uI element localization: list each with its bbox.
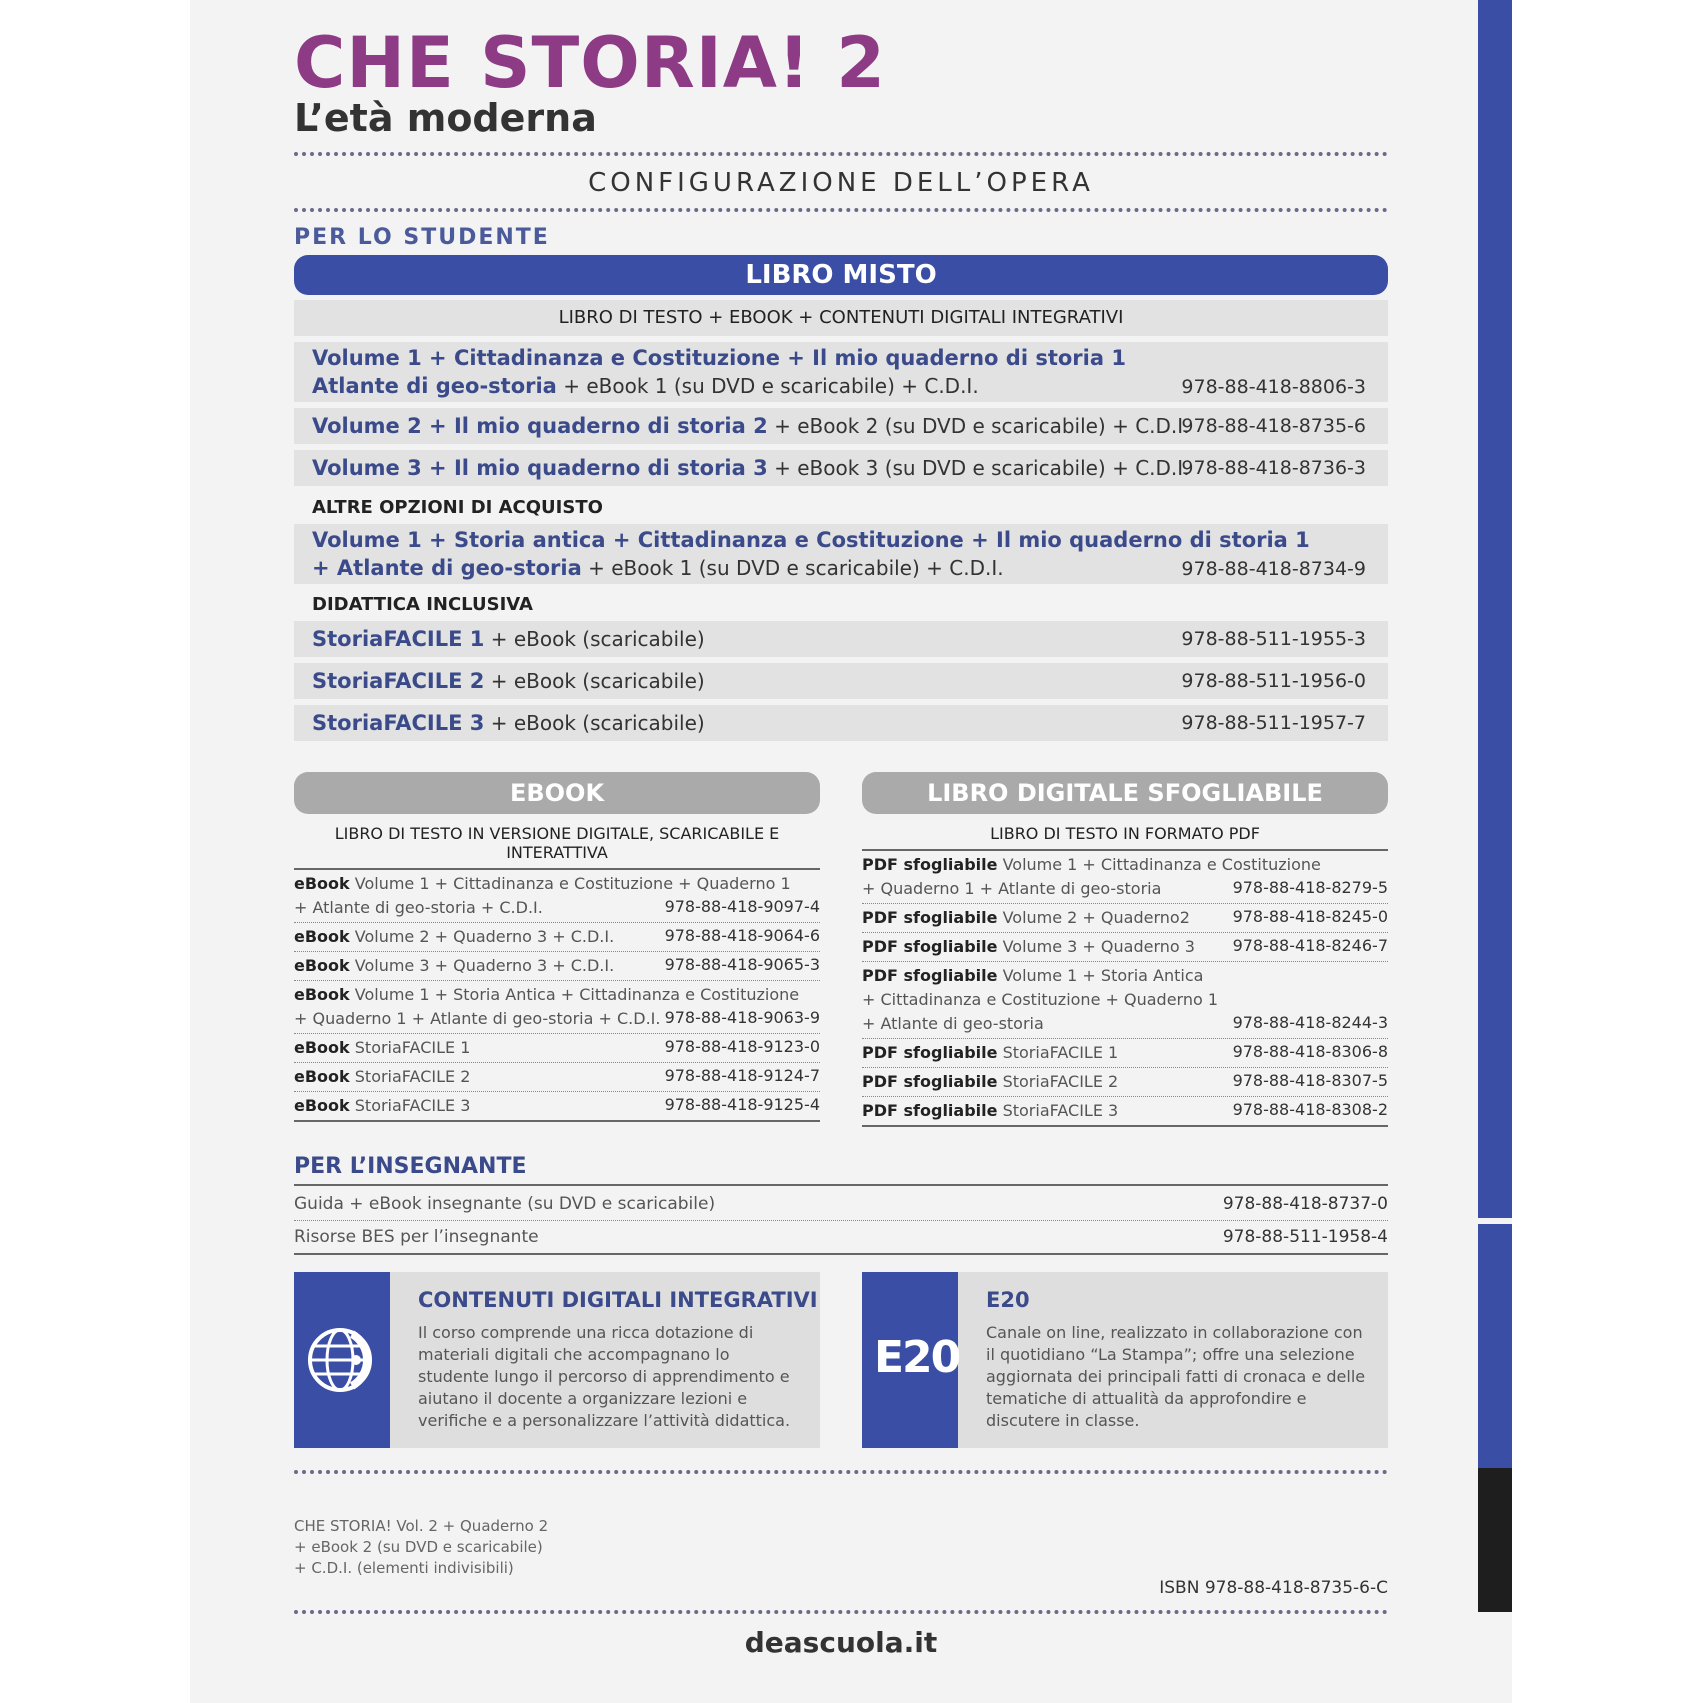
list-item <box>294 705 1388 741</box>
row-text: Volume 1 + Cittadinanza e Costituzione <box>997 855 1321 874</box>
row-text: + Atlante di geo-storia + C.D.I. <box>294 898 543 917</box>
row-label: eBook <box>294 927 350 946</box>
row-text: Volume 2 + Quaderno 3 + C.D.I. <box>349 927 615 946</box>
e20-title: E20 <box>986 1288 1030 1312</box>
list-item <box>294 342 1388 402</box>
row-text: StoriaFACILE 3 <box>997 1101 1119 1120</box>
item-detail: + eBook 2 (su DVD e scaricabile) + C.D.I. <box>767 414 1190 438</box>
side-stripe <box>1478 0 1512 1218</box>
rule <box>294 1253 1388 1255</box>
publisher-site: deascuola.it <box>744 1626 938 1659</box>
libro-misto-subtitle: LIBRO DI TESTO + EBOOK + CONTENUTI DIGITALI INTEGRATIVI <box>294 300 1388 336</box>
item-title: Atlante di geo-storia <box>312 374 557 398</box>
pdf-band: LIBRO DIGITALE SFOGLIABILE <box>862 772 1388 814</box>
table-row <box>294 1191 1388 1217</box>
row-text: StoriaFACILE 1 <box>349 1038 471 1057</box>
item-title: Volume 3 + Il mio quaderno di storia 3 <box>312 456 768 480</box>
isbn-code: 978-88-418-8306-8 <box>1232 1042 1388 1061</box>
row-label: PDF sfogliabile <box>862 1072 998 1091</box>
cdi-body: Il corso comprende una ricca dotazione di materiali digitali che accompagnano lo studente lungo il percorso di apprendimento e aiutano il docente a organizzare lezioni e verifiche e a personalizzare l’attività didattica. <box>418 1323 791 1430</box>
row-label: eBook <box>294 1096 350 1115</box>
table-row <box>294 981 820 1034</box>
row-text: Volume 3 + Quaderno 3 <box>997 937 1195 956</box>
row-text: Volume 2 + Quaderno2 <box>997 908 1190 927</box>
pdf-subtitle: LIBRO DI TESTO IN FORMATO PDF <box>862 824 1388 851</box>
cdi-box <box>294 1272 820 1448</box>
dotted-rule <box>294 1220 1388 1221</box>
book-title: CHE STORIA! 2 <box>294 22 886 104</box>
row-text: StoriaFACILE 2 <box>997 1072 1119 1091</box>
footer-line: CHE STORIA! Vol. 2 + Quaderno 2 <box>294 1517 549 1535</box>
row-label: PDF sfogliabile <box>862 1101 998 1120</box>
isbn-code: 978-88-418-9064-6 <box>664 926 820 945</box>
isbn-code: 978-88-418-9123-0 <box>664 1037 820 1056</box>
isbn-code: 978-88-418-8736-3 <box>1181 457 1366 479</box>
isbn-code: 978-88-418-8246-7 <box>1232 936 1388 955</box>
isbn-code: 978-88-418-8806-3 <box>1181 376 1366 398</box>
isbn-code: 978-88-418-8279-5 <box>1232 878 1388 897</box>
row-label: PDF sfogliabile <box>862 1043 998 1062</box>
row-label: PDF sfogliabile <box>862 908 998 927</box>
item-detail: + eBook 1 (su DVD e scaricabile) + C.D.I. <box>556 374 979 398</box>
dotted-divider <box>294 152 1388 156</box>
libro-misto-band: LIBRO MISTO <box>294 255 1388 295</box>
row-label: PDF sfogliabile <box>862 855 998 874</box>
row-text: StoriaFACILE 3 <box>349 1096 471 1115</box>
e20-box <box>862 1272 1388 1448</box>
footer-line: + eBook 2 (su DVD e scaricabile) <box>294 1538 543 1556</box>
footer-note <box>294 1516 548 1579</box>
table-row <box>294 1034 820 1063</box>
row-text: Risorse BES per l’insegnante <box>294 1227 539 1247</box>
column-end-rule <box>294 1120 820 1122</box>
row-label: eBook <box>294 1067 350 1086</box>
list-item <box>294 621 1388 657</box>
isbn-code: 978-88-418-8735-6 <box>1181 415 1366 437</box>
isbn-code: 978-88-418-8308-2 <box>1232 1100 1388 1119</box>
row-text: Volume 1 + Cittadinanza e Costituzione + Quaderno 1 <box>349 874 791 893</box>
table-row <box>294 923 820 952</box>
row-label: eBook <box>294 985 350 1004</box>
column-end-rule <box>862 1125 1388 1127</box>
row-text: + Quaderno 1 + Atlante di geo-storia + C.D.I. <box>294 1009 661 1028</box>
student-label: PER LO STUDENTE <box>294 225 550 250</box>
altre-opzioni-label: ALTRE OPZIONI DI ACQUISTO <box>312 497 603 518</box>
e20-logo-text: E20 <box>874 1332 960 1383</box>
table-row <box>862 962 1388 1039</box>
item-detail: + eBook 1 (su DVD e scaricabile) + C.D.I. <box>581 556 1004 580</box>
table-row <box>862 1039 1388 1068</box>
ebook-subtitle: LIBRO DI TESTO IN VERSIONE DIGITALE, SCARICABILE E INTERATTIVA <box>294 824 820 870</box>
list-item <box>294 524 1388 584</box>
isbn-code: 978-88-511-1957-7 <box>1181 712 1366 734</box>
item-title: StoriaFACILE 1 <box>312 627 485 651</box>
list-item <box>294 663 1388 699</box>
pdf-column <box>862 772 1388 1127</box>
row-text: StoriaFACILE 2 <box>349 1067 471 1086</box>
globe-disc-icon <box>294 1272 390 1448</box>
e20-logo <box>862 1272 958 1448</box>
item-detail: + eBook (scaricabile) <box>484 711 705 735</box>
rule <box>294 1184 1388 1186</box>
configuration-heading: CONFIGURAZIONE DELL’OPERA <box>588 168 1094 198</box>
row-text: + Atlante di geo-storia <box>862 1014 1044 1033</box>
list-item <box>294 450 1388 486</box>
row-label: PDF sfogliabile <box>862 937 998 956</box>
side-stripe-dark <box>1478 1468 1512 1612</box>
row-text: Volume 3 + Quaderno 3 + C.D.I. <box>349 956 615 975</box>
isbn-code: 978-88-511-1955-3 <box>1181 628 1366 650</box>
book-subtitle: L’età moderna <box>294 96 597 140</box>
item-title: StoriaFACILE 3 <box>312 711 485 735</box>
list-item <box>294 408 1388 444</box>
ebook-band: EBOOK <box>294 772 820 814</box>
item-title: StoriaFACILE 2 <box>312 669 485 693</box>
isbn-code: 978-88-418-8734-9 <box>1181 558 1366 580</box>
isbn-code: 978-88-418-8737-0 <box>1222 1194 1388 1214</box>
row-text: Volume 1 + Storia Antica <box>997 966 1204 985</box>
table-row <box>862 933 1388 962</box>
row-text: Guida + eBook insegnante (su DVD e scaricabile) <box>294 1194 716 1214</box>
item-title: Volume 1 + Storia antica + Cittadinanza e Costituzione + Il mio quaderno di storia 1 <box>312 528 1310 552</box>
item-title: + Atlante di geo-storia <box>312 556 582 580</box>
item-title: Volume 1 + Cittadinanza e Costituzione + Il mio quaderno di storia 1 <box>312 346 1126 370</box>
isbn-code: 978-88-418-9125-4 <box>664 1095 820 1114</box>
footer-line: + C.D.I. (elementi indivisibili) <box>294 1559 514 1577</box>
table-row <box>862 1097 1388 1125</box>
isbn-code: 978-88-418-9065-3 <box>664 955 820 974</box>
item-title: Volume 2 + Il mio quaderno di storia 2 <box>312 414 768 438</box>
isbn-code: 978-88-418-9124-7 <box>664 1066 820 1085</box>
row-label: eBook <box>294 1038 350 1057</box>
table-row <box>862 1068 1388 1097</box>
cdi-logo <box>294 1272 390 1448</box>
dotted-divider <box>294 1610 1388 1614</box>
isbn-code: 978-88-511-1956-0 <box>1181 670 1366 692</box>
isbn-code: 978-88-418-8307-5 <box>1232 1071 1388 1090</box>
table-row <box>294 1092 820 1120</box>
table-row <box>294 1224 1388 1250</box>
row-label: eBook <box>294 874 350 893</box>
item-detail: + eBook (scaricabile) <box>484 627 705 651</box>
cdi-title: CONTENUTI DIGITALI INTEGRATIVI <box>418 1288 818 1312</box>
row-text: Volume 1 + Storia Antica + Cittadinanza e Costituzione <box>349 985 800 1004</box>
row-label: eBook <box>294 956 350 975</box>
table-row <box>294 952 820 981</box>
table-row <box>294 1063 820 1092</box>
side-stripe-lower <box>1478 1224 1512 1468</box>
item-detail: + eBook 3 (su DVD e scaricabile) + C.D.I. <box>767 456 1190 480</box>
dotted-divider <box>294 208 1388 212</box>
isbn-code: 978-88-418-9097-4 <box>664 897 820 916</box>
ebook-column <box>294 772 820 1122</box>
e20-body: Canale on line, realizzato in collaborazione con il quotidiano “La Stampa”; offre una selezione aggiornata dei principali fatti di cronaca e delle tematiche di attualità da approfondire e discutere in classe. <box>986 1323 1366 1430</box>
table-row <box>862 851 1388 904</box>
row-label: PDF sfogliabile <box>862 966 998 985</box>
isbn-footer: ISBN 978-88-418-8735-6-C <box>1159 1578 1388 1598</box>
teacher-label: PER L’INSEGNANTE <box>294 1154 527 1179</box>
table-row <box>862 904 1388 933</box>
dotted-divider <box>294 1470 1388 1474</box>
row-text: StoriaFACILE 1 <box>997 1043 1119 1062</box>
item-detail: + eBook (scaricabile) <box>484 669 705 693</box>
isbn-code: 978-88-418-8245-0 <box>1232 907 1388 926</box>
row-text: + Cittadinanza e Costituzione + Quaderno 1 <box>862 990 1219 1009</box>
row-text: + Quaderno 1 + Atlante di geo-storia <box>862 879 1162 898</box>
table-row <box>294 870 820 923</box>
isbn-code: 978-88-511-1958-4 <box>1222 1227 1388 1247</box>
isbn-code: 978-88-418-9063-9 <box>664 1008 820 1027</box>
didattica-label: DIDATTICA INCLUSIVA <box>312 594 533 615</box>
isbn-code: 978-88-418-8244-3 <box>1232 1013 1388 1032</box>
